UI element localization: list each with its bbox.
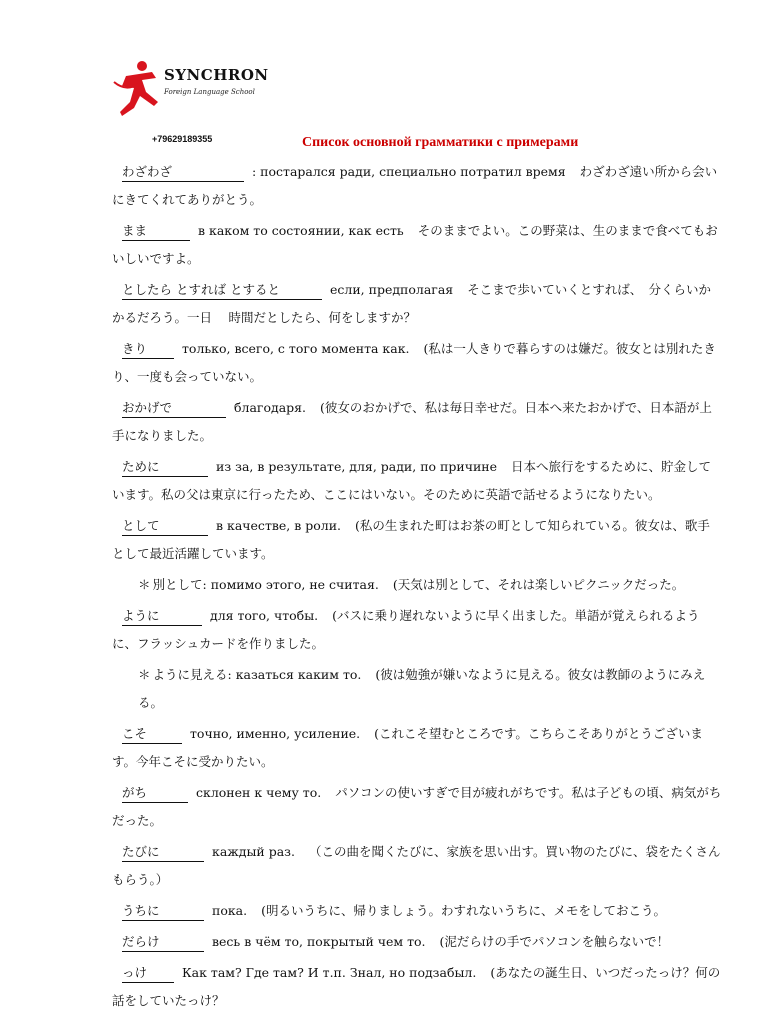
grammar-term: おかげで — [122, 400, 226, 418]
grammar-example: 日本へ旅行をするために、貯金しています。私の父は東京に行ったため、ここにはいない。そのために英語で話せるようになりたい。 — [112, 459, 712, 502]
logo-name: SYNCHRON — [164, 66, 269, 84]
grammar-example: パソコンの使いすぎで目が疲れがちです。私は子どもの頃、病気がちだった。 — [112, 785, 722, 828]
grammar-meaning: помимо этого, не считая. — [210, 577, 379, 592]
grammar-meaning: только, всего, с того момента как. — [182, 341, 410, 356]
school-logo — [112, 56, 282, 126]
grammar-entry — [112, 602, 722, 658]
grammar-meaning: благодаря. — [234, 400, 307, 415]
phone-number: +79629189355 — [152, 134, 213, 144]
grammar-entry — [112, 897, 722, 925]
grammar-meaning: Как там? Где там? И т.п. Знал, но подзабыл. — [182, 965, 477, 980]
grammar-entry — [112, 453, 722, 509]
logo-subtitle: Foreign Language School — [164, 88, 255, 96]
grammar-example: そのままでよい。この野菜は、生のままで食べてもおいしいですよ。 — [112, 223, 718, 266]
grammar-meaning: пока. — [212, 903, 248, 918]
bullet-star: ＊ — [138, 577, 151, 592]
grammar-example: わざわざ遠い所から会いにきてくれてありがとう。 — [112, 164, 718, 207]
grammar-meaning: для того, чтобы. — [210, 608, 319, 623]
grammar-entry — [112, 512, 722, 568]
grammar-entry — [112, 571, 722, 599]
grammar-meaning: склонен к чему то. — [196, 785, 322, 800]
bullet-star: ＊ — [138, 667, 151, 682]
page-title: Список основной грамматики с примерами — [302, 135, 579, 150]
grammar-example: (バスに乗り遅れないように早く出ました。単語が覚えられるように、フラッシュカードを作りました。 — [112, 608, 700, 651]
grammar-example: (明るいうちに、帰りましょう。わすれないうちに、メモをしておこう。 — [261, 903, 666, 918]
runner-logo-icon — [112, 58, 164, 120]
grammar-meaning: казаться каким то. — [235, 667, 362, 682]
grammar-term: わざわざ — [122, 164, 244, 182]
grammar-entry — [112, 158, 722, 214]
grammar-example: (私の生まれた町はお茶の町として知られている。彼女は、歌手として最近活躍しています。 — [112, 518, 710, 561]
grammar-example: (これこそ望むところです。こちらこそありがとうございます。今年こそに受かりたい。 — [112, 726, 703, 769]
grammar-entry — [112, 335, 722, 391]
grammar-example: (彼女のおかげで、私は毎日幸せだ。日本へ来たおかげで、日本語が上手になりました。 — [112, 400, 712, 443]
grammar-entry — [112, 928, 722, 956]
grammar-term: だらけ — [122, 934, 204, 952]
grammar-term: っけ — [122, 965, 174, 983]
grammar-entry — [112, 959, 722, 1015]
grammar-entry — [112, 720, 722, 776]
grammar-meaning: каждый раз. — [212, 844, 295, 859]
grammar-example: （この曲を聞くたびに、家族を思い出す。買い物のたびに、袋をたくさんもらう。） — [112, 844, 721, 887]
grammar-entry — [112, 394, 722, 450]
grammar-entry — [112, 838, 722, 894]
grammar-term: たびに — [122, 844, 204, 862]
grammar-meaning: в качестве, в роли. — [216, 518, 342, 533]
grammar-entry — [112, 661, 722, 717]
grammar-term: ように見える: — [152, 667, 232, 682]
grammar-term: こそ — [122, 726, 182, 744]
grammar-meaning: весь в чём то, покрытый чем то. — [212, 934, 426, 949]
grammar-term: 別として: — [152, 577, 207, 592]
grammar-entry — [112, 779, 722, 835]
grammar-term: ように — [122, 608, 202, 626]
grammar-meaning: в каком то состоянии, как есть — [198, 223, 404, 238]
grammar-example: (泥だらけの手でパソコンを触らないで！ — [439, 934, 670, 949]
grammar-meaning: если, предполагая — [330, 282, 454, 297]
grammar-example: (私は一人きりで暮らすのは嫌だ。彼女とは別れたきり、一度も会っていない。 — [112, 341, 716, 384]
grammar-example: (あなたの誕生日、いつだったっけ？何の話をしていたっけ？ — [112, 965, 721, 1008]
grammar-entry — [112, 217, 722, 273]
grammar-entry — [112, 276, 722, 332]
grammar-term: うちに — [122, 903, 204, 921]
grammar-term: として — [122, 518, 208, 536]
grammar-term: きり — [122, 341, 174, 359]
grammar-term: ために — [122, 459, 208, 477]
grammar-example: (天気は別として、それは楽しいピクニックだった。 — [392, 577, 685, 592]
grammar-meaning: точно, именно, усиление. — [190, 726, 361, 741]
grammar-meaning: из за, в результате, для, ради, по причине — [216, 459, 498, 474]
grammar-meaning: : постарался ради, специально потратил время — [252, 164, 566, 179]
grammar-list — [112, 158, 722, 1018]
grammar-term: まま — [122, 223, 190, 241]
grammar-example: そこまで歩いていくとすれば、 分くらいかかるだろう。一日 時間だとしたら、何をしますか？ — [112, 282, 711, 325]
grammar-term: としたら とすれば とすると — [122, 282, 322, 300]
grammar-example: (彼は勉強が嫌いなように見える。彼女は教師のようにみえる。 — [138, 667, 706, 710]
grammar-term: がち — [122, 785, 188, 803]
